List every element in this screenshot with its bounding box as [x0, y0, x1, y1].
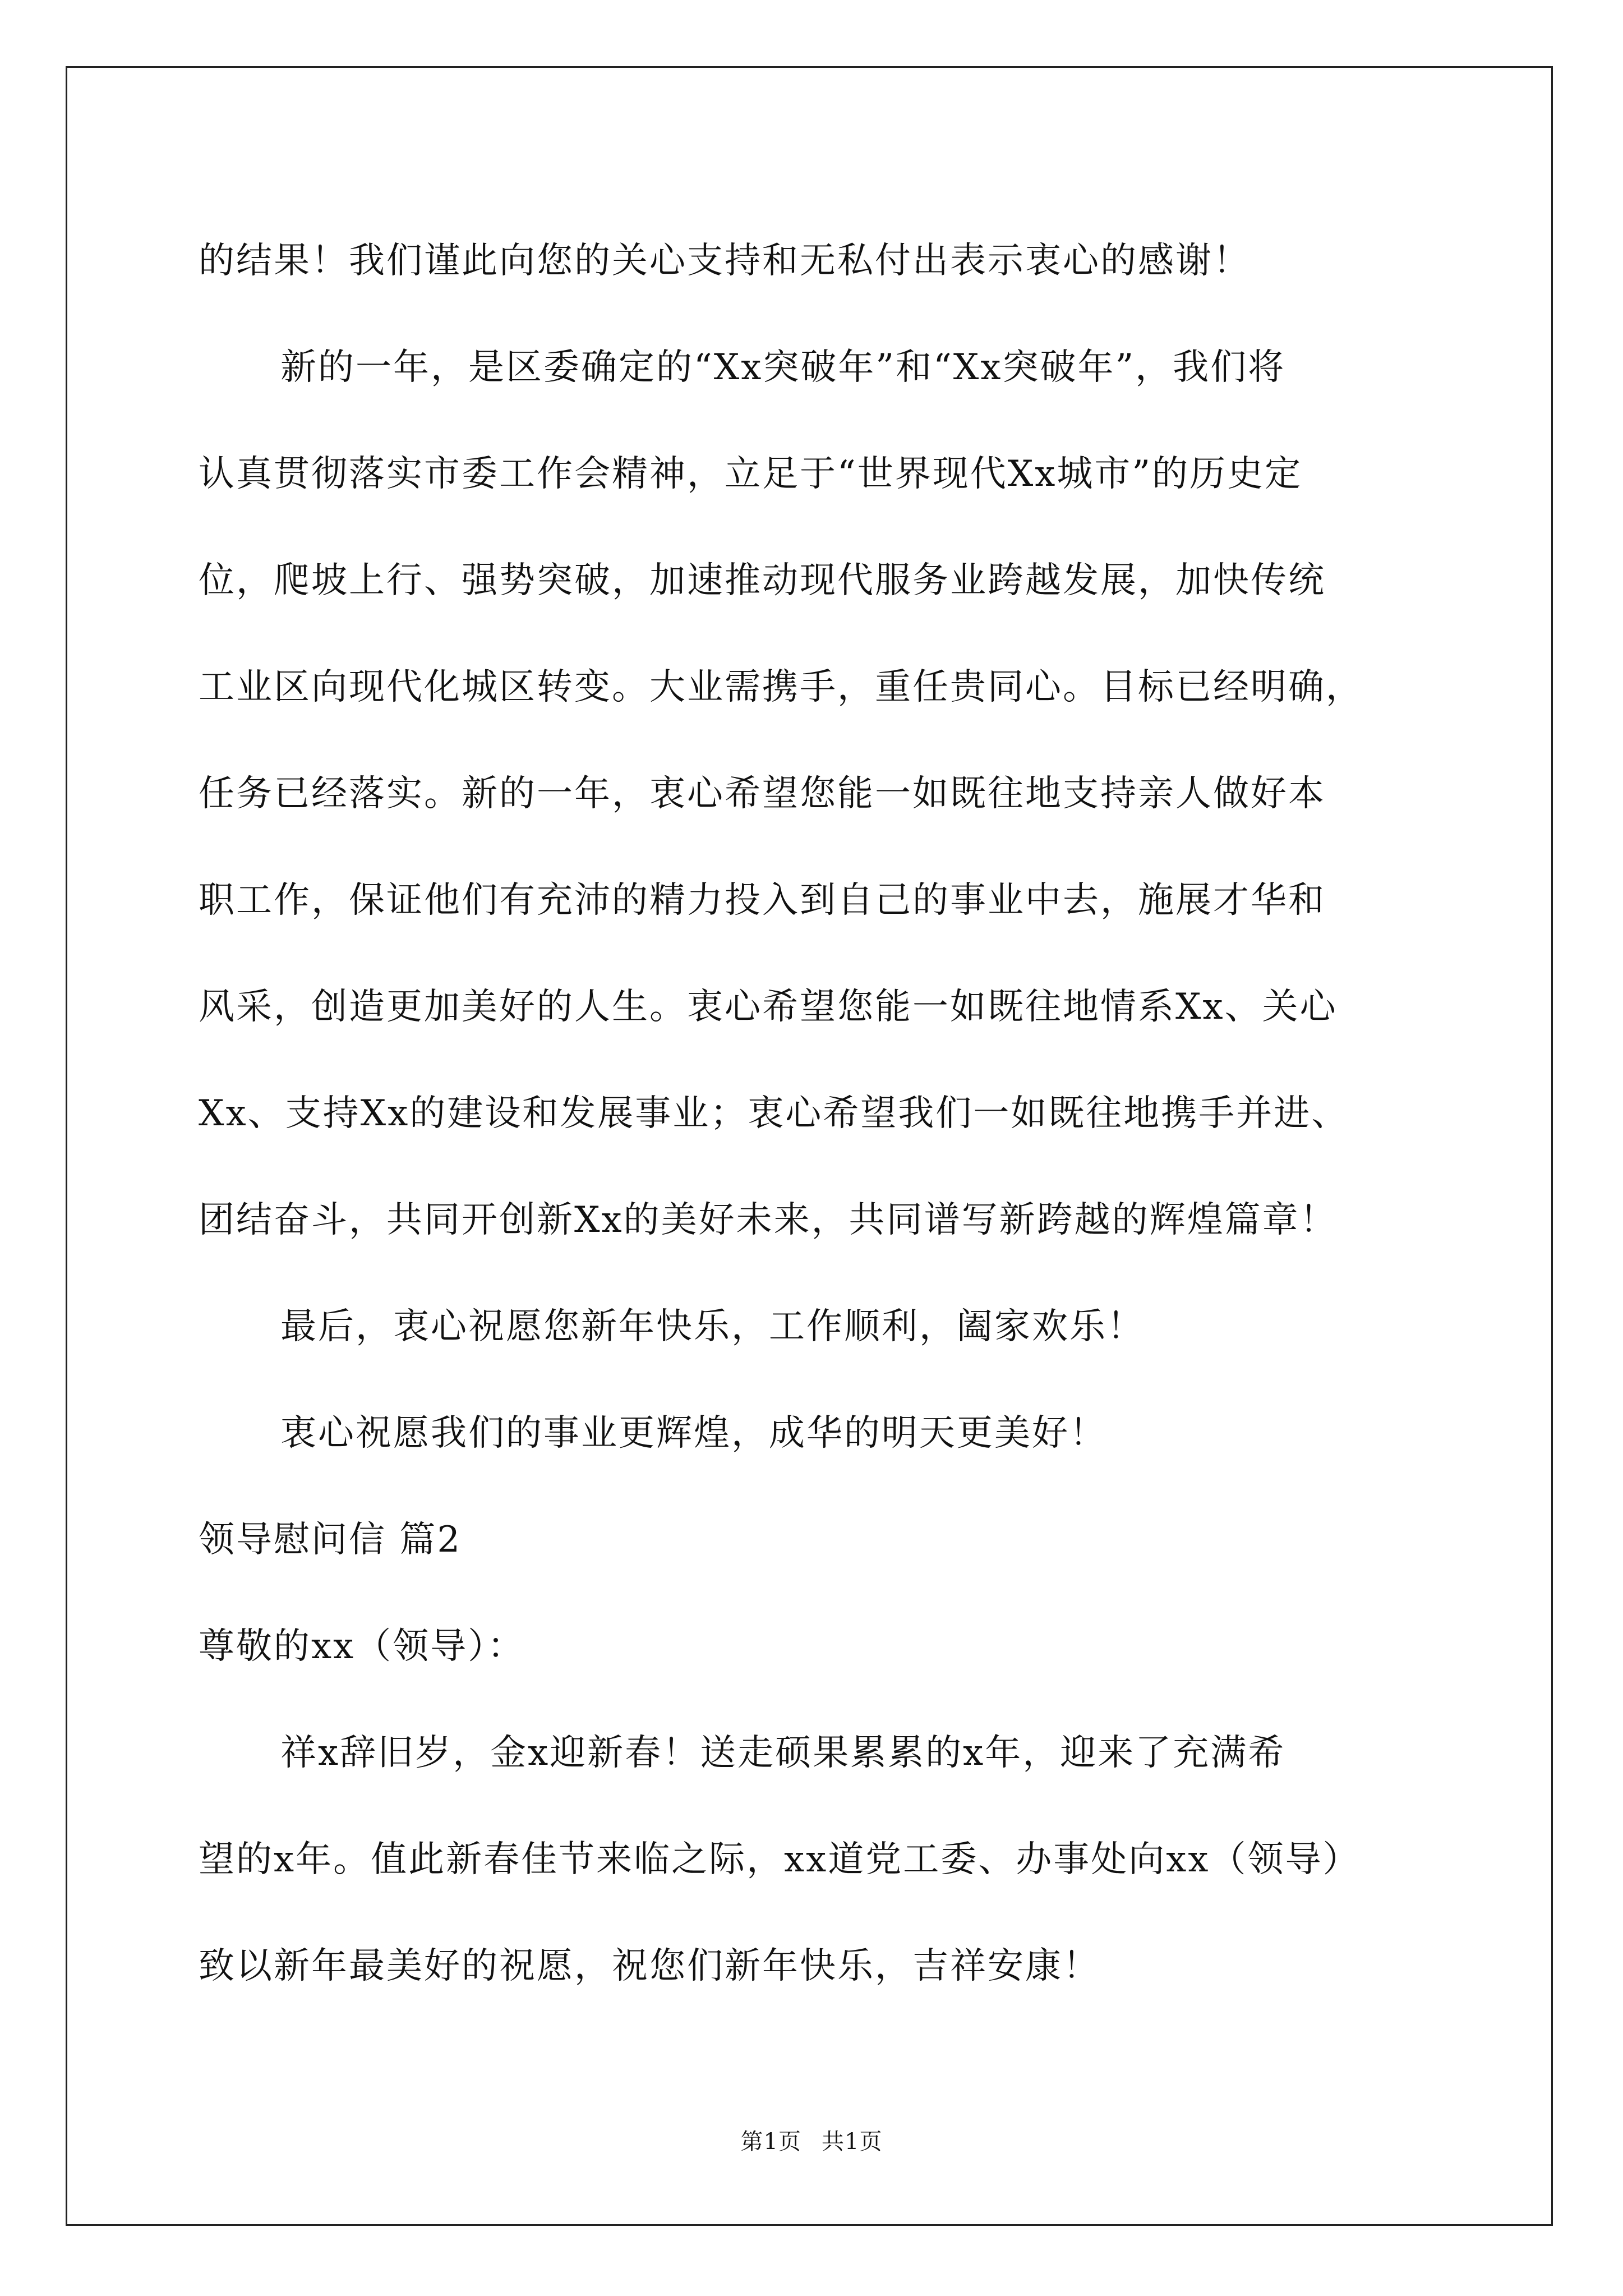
page-total: 共1页 — [822, 2129, 883, 2155]
body-line: 风采，创造更加美好的人生。衷心希望您能一如既往地情系Xx、关心 — [199, 986, 1338, 1028]
body-line: Xx、支持Xx的建设和发展事业；衷心希望我们一如既往地携手并进、 — [199, 1093, 1349, 1134]
body-line: 团结奋斗，共同开创新Xx的美好未来，共同谱写新跨越的辉煌篇章！ — [199, 1199, 1338, 1241]
salutation: 尊敬的xx（领导）： — [199, 1626, 525, 1667]
body-line: 致以新年最美好的祝愿，祝您们新年快乐，吉祥安康！ — [199, 1945, 1100, 1987]
body-line: 位，爬坡上行、强势突破，加速推动现代服务业跨越发展，加快传统 — [199, 560, 1326, 601]
section-heading: 领导慰问信 篇2 — [199, 1519, 462, 1561]
body-line: 望的x年。值此新春佳节来临之际，xx道党工委、办事处向xx（领导） — [199, 1839, 1361, 1880]
body-line: 的结果！我们谨此向您的关心支持和无私付出表示衷心的感谢！ — [199, 240, 1251, 282]
document-body — [199, 208, 1460, 2019]
paragraph-start: 衷心祝愿我们的事业更辉煌，成华的明天更美好！ — [280, 1412, 1107, 1454]
paragraph-start: 最后，衷心祝愿您新年快乐，工作顺利，阖家欢乐！ — [280, 1306, 1145, 1347]
body-line: 任务已经落实。新的一年，衷心希望您能一如既往地支持亲人做好本 — [199, 773, 1326, 815]
body-line: 工业区向现代化城区转变。大业需携手，重任贵同心。目标已经明确， — [199, 666, 1363, 708]
body-line: 认真贯彻落实市委工作会精神，立足于“世界现代Xx城市”的历史定 — [199, 453, 1303, 495]
body-line: 职工作，保证他们有充沛的精力投入到自己的事业中去，施展才华和 — [199, 880, 1326, 921]
page-number: 第1页 — [740, 2129, 801, 2155]
paragraph-start: 新的一年，是区委确定的“Xx突破年”和“Xx突破年”，我们将 — [280, 347, 1286, 388]
page-footer — [0, 2125, 1623, 2159]
paragraph-start: 祥x辞旧岁，金x迎新春！送走硕果累累的x年，迎来了充满希 — [280, 1732, 1286, 1774]
